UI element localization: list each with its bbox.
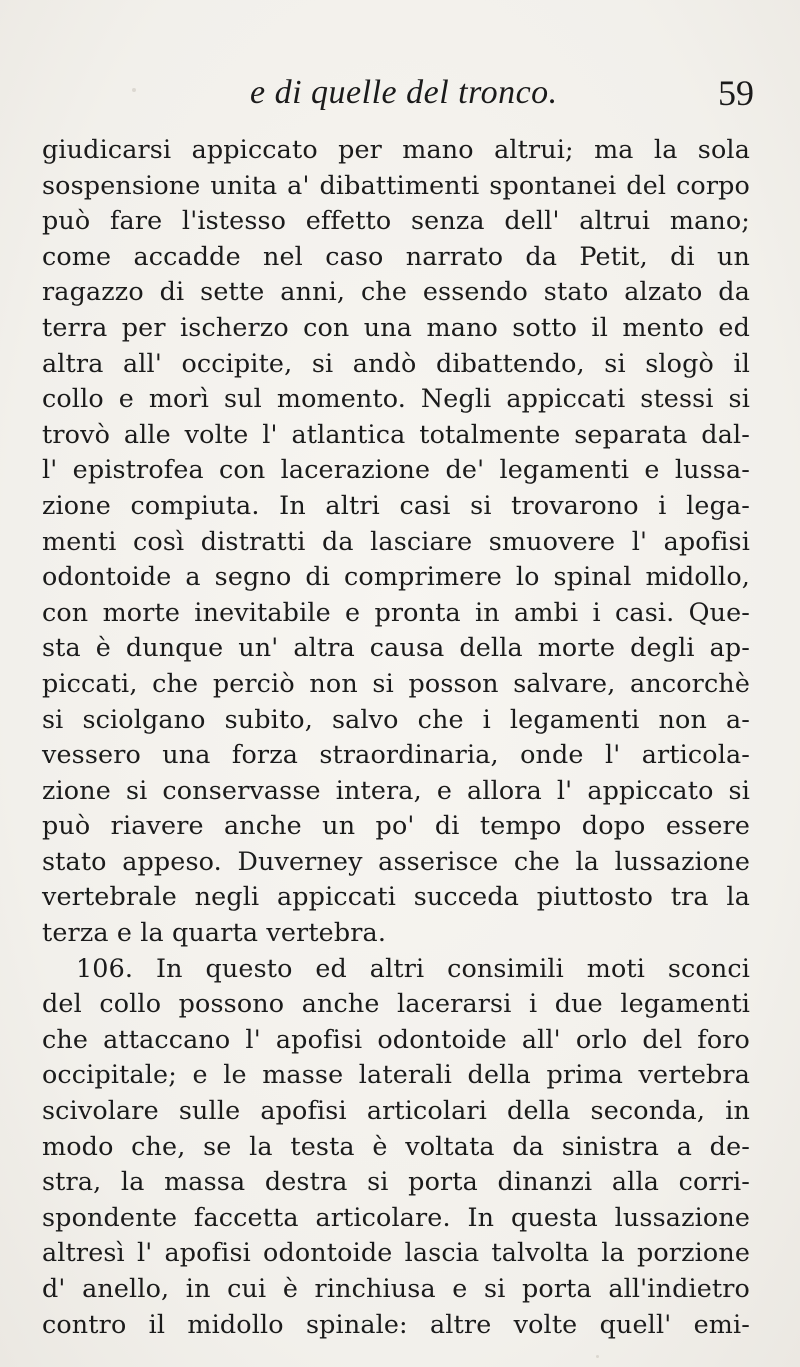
text-line: altresì l' apofisi odontoide lascia talvolta la porzione	[42, 1237, 750, 1268]
text-line: sta è dunque un' altra causa della morte degli ap-	[42, 632, 750, 663]
text-line: ragazzo di sette anni, che essendo stato alzato da	[42, 276, 750, 307]
section-106-start-line: 106. In questo ed altri consimili moti sconci	[76, 952, 750, 983]
text-line: odontoide a segno di comprimere lo spinal midollo,	[42, 561, 750, 592]
text-line: trovò alle volte l' atlantica totalmente separata dal-	[42, 418, 750, 449]
text-line: con morte inevitabile e pronta in ambi i casi. Que-	[42, 596, 750, 627]
text-line: come accadde nel caso narrato da Petit, di un	[42, 240, 750, 271]
text-line: stato appeso. Duverney asserisce che la lussazione	[42, 845, 750, 876]
text-line: spondente faccetta articolare. In questa lussazione	[42, 1201, 750, 1232]
paper-speck	[596, 1355, 599, 1358]
paragraph-end-line: terza e la quarta vertebra.	[42, 917, 387, 948]
text-line: altra all' occipite, si andò dibattendo, si slogò il	[42, 347, 750, 378]
page-number: 59	[718, 73, 754, 113]
text-line: può fare l'istesso effetto senza dell' altrui mano;	[42, 205, 750, 236]
text-line: collo e morì sul momento. Negli appiccati stessi si	[42, 383, 750, 414]
text-line: può riavere anche un po' di tempo dopo essere	[42, 810, 750, 841]
body-text	[42, 132, 750, 1342]
text-line: si sciolgano subito, salvo che i legamenti non a-	[42, 703, 750, 734]
text-line: terra per ischerzo con una mano sotto il mento ed	[42, 311, 750, 342]
text-line: zione compiuta. In altri casi si trovarono i lega-	[42, 489, 750, 520]
text-line: contro il midollo spinale: altre volte quell' emi-	[42, 1308, 750, 1339]
page-header	[0, 66, 800, 114]
paper-speck	[132, 88, 136, 92]
text-line: scivolare sulle apofisi articolari della seconda, in	[42, 1095, 750, 1126]
text-line: zione si conservasse intera, e allora l' appiccato si	[42, 774, 750, 805]
text-line: stra, la massa destra si porta dinanzi alla corri-	[42, 1166, 750, 1197]
text-line: sospensione unita a' dibattimenti spontanei del corpo	[42, 169, 750, 200]
text-line: piccati, che perciò non si posson salvare, ancorchè	[42, 667, 750, 698]
text-line: giudicarsi appiccato per mano altrui; ma la sola	[42, 134, 750, 164]
text-line: vertebrale negli appiccati succeda piuttosto tra la	[42, 881, 750, 912]
paper-speck	[603, 1320, 608, 1324]
text-line: d' anello, in cui è rinchiusa e si porta all'indietro	[42, 1273, 750, 1303]
text-line: occipitale; e le masse laterali della prima vertebra	[42, 1059, 750, 1090]
text-line: modo che, se la testa è voltata da sinistra a de-	[42, 1130, 750, 1161]
text-line: del collo possono anche lacerarsi i due legamenti	[42, 988, 750, 1019]
text-line: l' epistrofea con lacerazione de' legamenti e lussa-	[42, 454, 750, 485]
text-line: che attaccano l' apofisi odontoide all' orlo del foro	[42, 1023, 750, 1054]
text-line: vessero una forza straordinaria, onde l' articola-	[42, 739, 750, 770]
text-line: menti così distratti da lasciare smuovere l' apofisi	[42, 525, 750, 556]
running-head: e di quelle del tronco.	[250, 74, 558, 111]
